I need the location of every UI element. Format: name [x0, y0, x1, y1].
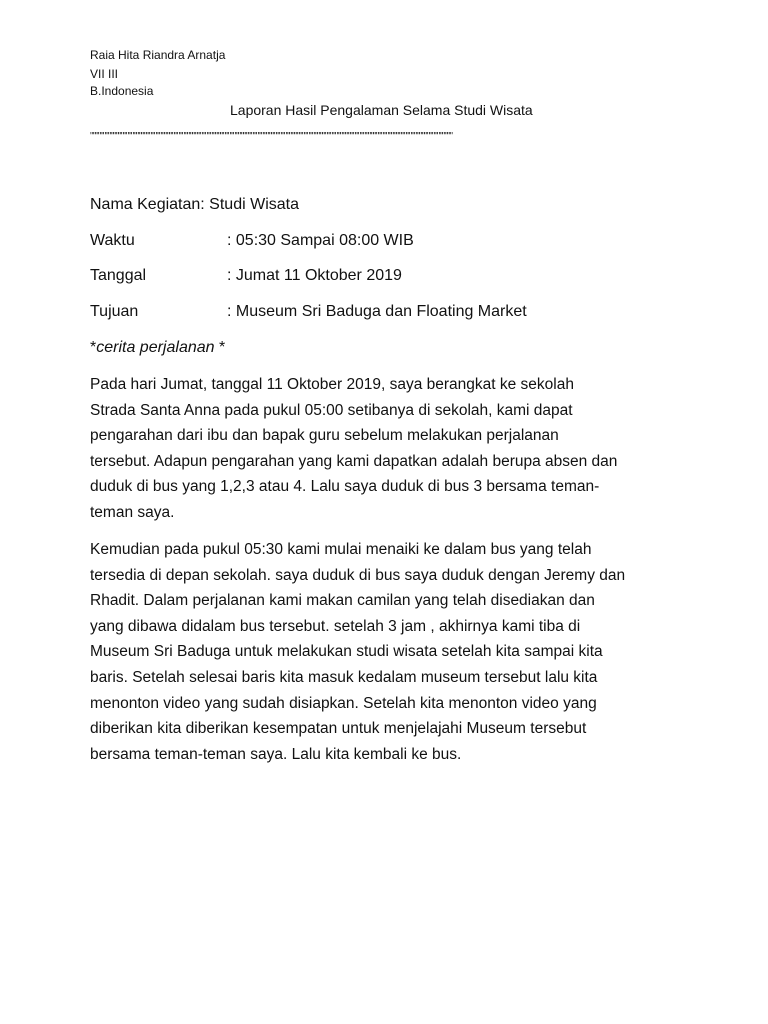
- info-tujuan-value: : Museum Sri Baduga dan Floating Market: [227, 303, 527, 320]
- story-heading-text: cerita perjalanan: [96, 339, 215, 356]
- info-waktu-value: : 05:30 Sampai 08:00 WIB: [227, 232, 414, 249]
- info-waktu-label: Waktu: [90, 232, 135, 249]
- paragraph-line: Kemudian pada pukul 05:30 kami mulai menaiki ke dalam bus yang telah: [90, 541, 592, 558]
- paragraph-line: menonton video yang sudah disiapkan. Setelah kita menonton video yang: [90, 694, 597, 712]
- info-waktu: [90, 231, 414, 251]
- paragraph-line: Pada hari Jumat, tanggal 11 Oktober 2019, saya berangkat ke sekolah: [90, 376, 574, 393]
- story-heading: [90, 338, 225, 358]
- paragraph-1: [90, 372, 682, 526]
- paragraph-line: diberikan kita diberikan kesempatan untuk menjelajahi Museum tersebut: [90, 720, 587, 738]
- paragraph-line: tersedia di depan sekolah. saya duduk di bus saya duduk dengan Jeremy dan: [90, 566, 626, 584]
- paragraph-line: tersebut. Adapun pengarahan yang kami dapatkan adalah berupa absen dan: [90, 452, 618, 470]
- info-tanggal-label: Tanggal: [90, 267, 147, 284]
- paragraph-line: bersama teman-teman saya. Lalu kita kembali ke bus.: [90, 745, 462, 763]
- info-kegiatan-text: Nama Kegiatan: Studi Wisata: [90, 196, 299, 213]
- info-tanggal-value: : Jumat 11 Oktober 2019: [227, 267, 402, 284]
- paragraph-line: duduk di bus yang 1,2,3 atau 4. Lalu saya duduk di bus 3 bersama teman-: [90, 478, 600, 496]
- paragraph-line: teman saya.: [90, 503, 175, 521]
- paragraph-line: Strada Santa Anna pada pukul 05:00 setibanya di sekolah, kami dapat: [90, 401, 573, 419]
- document-title: Laporan Hasil Pengalaman Selama Studi Wisata: [230, 102, 533, 118]
- paragraph-line: Museum Sri Baduga untuk melakukan studi wisata setelah kita sampai kita: [90, 643, 603, 661]
- paragraph-line: yang dibawa didalam bus tersebut. setelah 3 jam , akhirnya kami tiba di: [90, 617, 581, 635]
- paragraph-line: pengarahan dari ibu dan bapak guru sebelum melakukan perjalanan: [90, 427, 559, 445]
- story-heading-suffix: *: [214, 339, 226, 356]
- subject-name: B.Indonesia: [90, 84, 154, 98]
- story-heading-prefix: *: [90, 339, 97, 356]
- info-tujuan-label: Tujuan: [90, 303, 139, 320]
- info-tanggal: [90, 266, 402, 286]
- separator-line: """""""""""""""""""""""""""""""""""""""""""""""""""""""""""""""""""""""""""""""""""""""""""""""""""""""""""""""""""""""""""""""""""""""""""""": [90, 131, 453, 142]
- paragraph-2: [90, 537, 682, 767]
- paragraph-line: baris. Setelah selesai baris kita masuk kedalam museum tersebut lalu kita: [90, 668, 598, 686]
- info-kegiatan: [90, 195, 299, 215]
- author-class: VII III: [90, 67, 119, 81]
- info-tujuan: [90, 302, 527, 322]
- paragraph-line: Rhadit. Dalam perjalanan kami makan camilan yang telah disediakan dan: [90, 592, 595, 610]
- author-name: Raia Hita Riandra Arnatja: [90, 48, 226, 62]
